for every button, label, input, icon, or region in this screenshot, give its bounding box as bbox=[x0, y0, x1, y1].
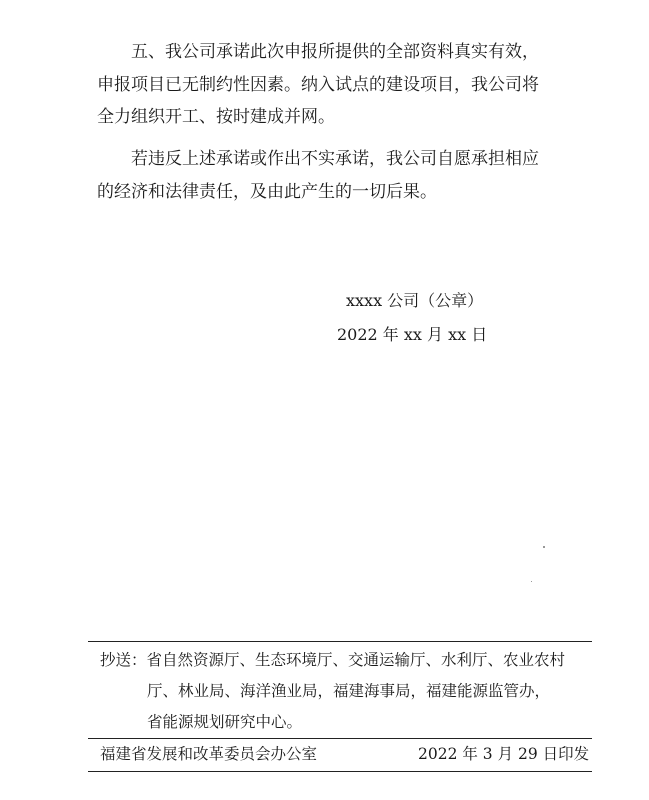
commitment-paragraph-5 bbox=[97, 36, 567, 134]
divider-middle bbox=[88, 738, 592, 739]
issuing-office: 福建省发展和改革委员会办公室 bbox=[100, 745, 318, 763]
paragraph-line: 全力组织开工、按时建成并网。 bbox=[97, 107, 335, 127]
paragraph-line: 若违反上述承诺或作出不实承诺，我公司自愿承担相应 bbox=[131, 149, 539, 169]
scan-speck bbox=[543, 546, 545, 548]
paragraph-line: 的经济和法律责任，及由此产生的一切后果。 bbox=[97, 181, 437, 202]
print-date: 2022 年 3 月 29 日印发 bbox=[418, 745, 590, 763]
divider-bottom bbox=[88, 771, 592, 772]
scan-speck bbox=[531, 581, 532, 582]
cc-line: 省能源规划研究中心。 bbox=[147, 713, 303, 731]
liability-paragraph bbox=[97, 143, 567, 208]
cc-label: 抄送： bbox=[100, 651, 147, 669]
divider-top bbox=[88, 641, 592, 642]
paragraph-line: 五、我公司承诺此次申报所提供的全部资料真实有效， bbox=[131, 42, 539, 62]
cc-block bbox=[100, 645, 580, 738]
cc-line: 厅、林业局、海洋渔业局，福建海事局，福建能源监管办， bbox=[147, 682, 551, 700]
signature-company: xxxx 公司（公章） bbox=[346, 291, 484, 310]
paragraph-line: 申报项目已无制约性因素。纳入试点的建设项目，我公司将 bbox=[97, 74, 539, 95]
cc-recipients: 省自然资源厅、生态环境厅、交通运输厅、水利厅、农业农村 bbox=[146, 651, 566, 669]
signature-date: 2022 年 xx 月 xx 日 bbox=[337, 325, 488, 344]
cc-line bbox=[100, 645, 580, 676]
